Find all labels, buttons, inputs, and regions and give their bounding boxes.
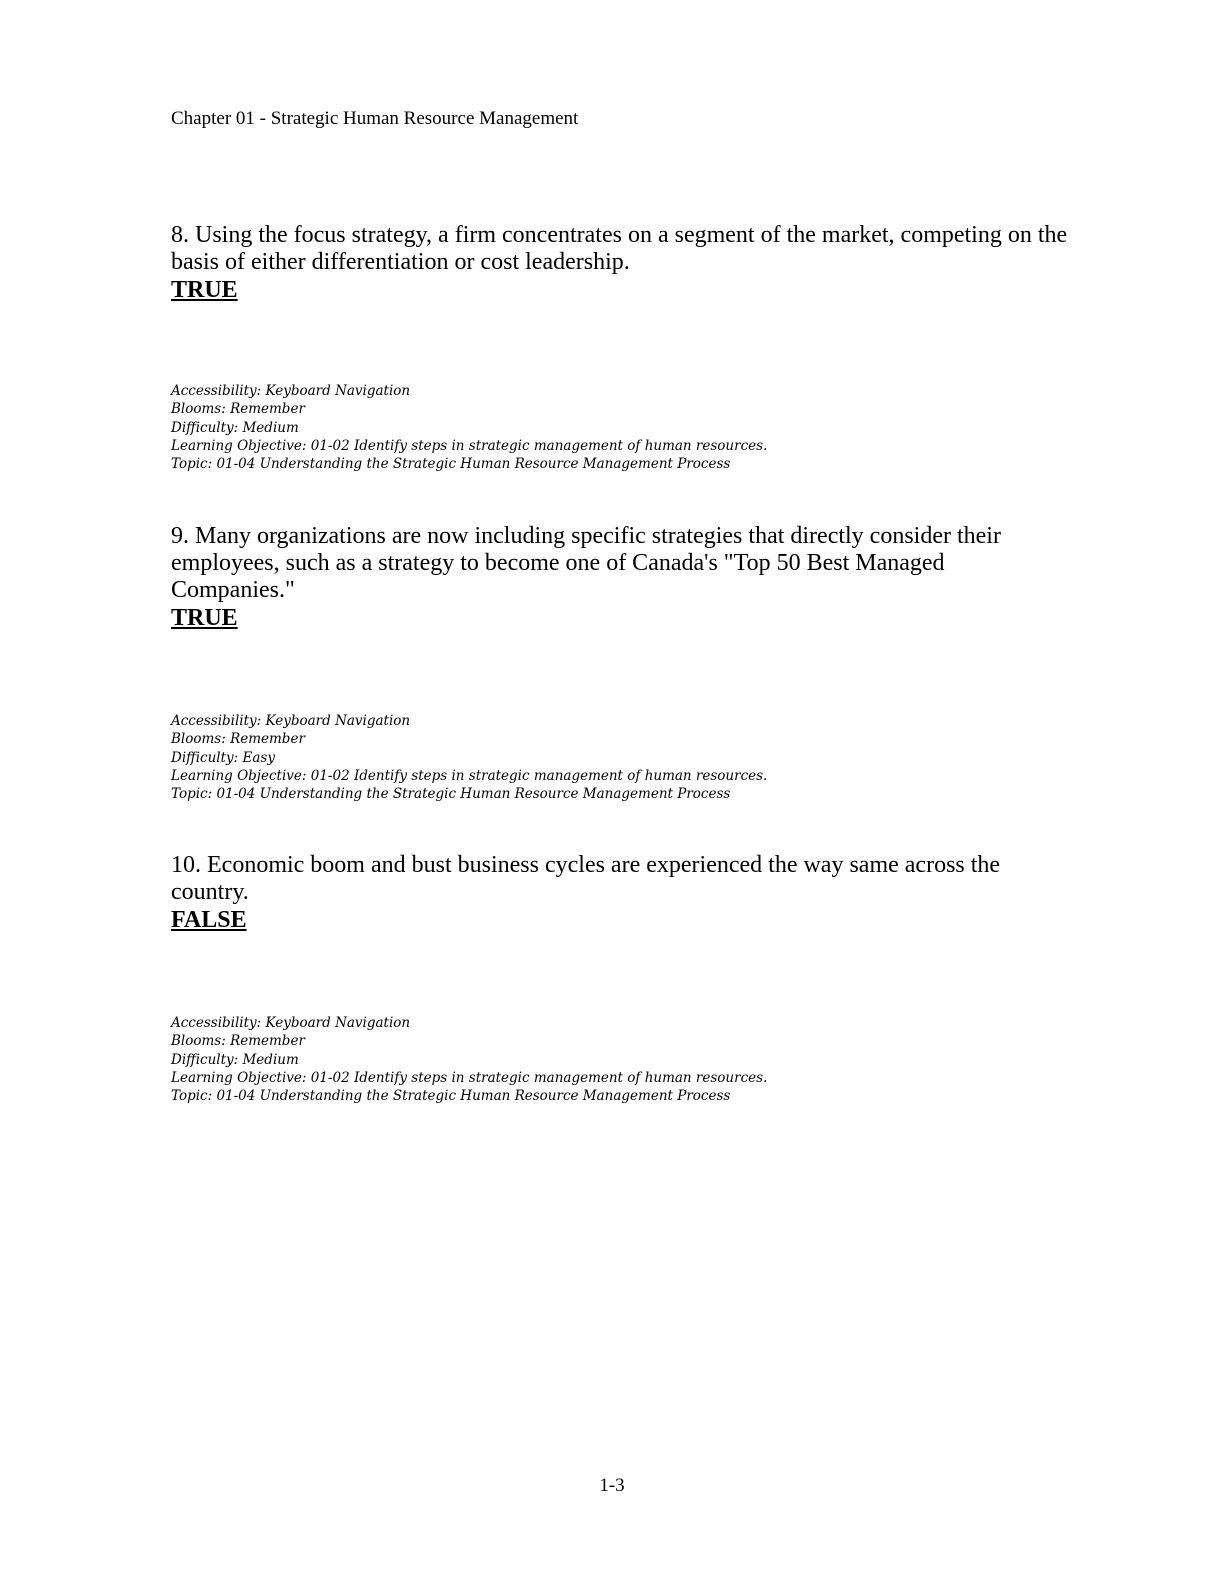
question-metadata (171, 1014, 767, 1105)
meta-learning-objective: Learning Objective: 01-02 Identify steps in strategic management of human resources. (171, 437, 768, 454)
question-block (171, 222, 1071, 304)
question-text: 10. Economic boom and bust business cycles are experienced the way same across the country. (171, 852, 1001, 905)
meta-learning-objective: Learning Objective: 01-02 Identify steps in strategic management of human resources. (171, 1069, 768, 1086)
question-text: 8. Using the focus strategy, a firm concentrates on a segment of the market, competing on the basis of either differentiation or cost leadership. (171, 222, 1068, 275)
question-block (171, 523, 1071, 632)
answer-label: FALSE (171, 907, 247, 933)
meta-blooms: Blooms: Remember (171, 731, 305, 748)
meta-learning-objective: Learning Objective: 01-02 Identify steps in strategic management of human resources. (171, 767, 768, 784)
meta-topic: Topic: 01-04 Understanding the Strategic Human Resource Management Process (171, 786, 731, 803)
page-number: 1-3 (599, 1475, 625, 1496)
meta-accessibility: Accessibility: Keyboard Navigation (171, 713, 411, 729)
question-metadata (171, 382, 767, 473)
meta-accessibility: Accessibility: Keyboard Navigation (171, 383, 411, 399)
meta-topic: Topic: 01-04 Understanding the Strategic Human Resource Management Process (171, 456, 731, 473)
meta-difficulty: Difficulty: Easy (171, 749, 275, 766)
meta-blooms: Blooms: Remember (171, 401, 305, 418)
answer-label: TRUE (171, 277, 238, 303)
meta-difficulty: Difficulty: Medium (171, 419, 299, 436)
meta-difficulty: Difficulty: Medium (171, 1051, 299, 1068)
question-block (171, 852, 1071, 934)
question-text: 9. Many organizations are now including specific strategies that directly consider their employees, such as a strategy to become one of Canada's "Top 50 Best Managed Companies." (171, 523, 1001, 603)
answer-label: TRUE (171, 605, 238, 631)
meta-accessibility: Accessibility: Keyboard Navigation (171, 1015, 411, 1031)
chapter-header: Chapter 01 - Strategic Human Resource Management (171, 108, 579, 129)
meta-topic: Topic: 01-04 Understanding the Strategic Human Resource Management Process (171, 1088, 731, 1105)
question-metadata (171, 712, 767, 803)
meta-blooms: Blooms: Remember (171, 1033, 305, 1050)
